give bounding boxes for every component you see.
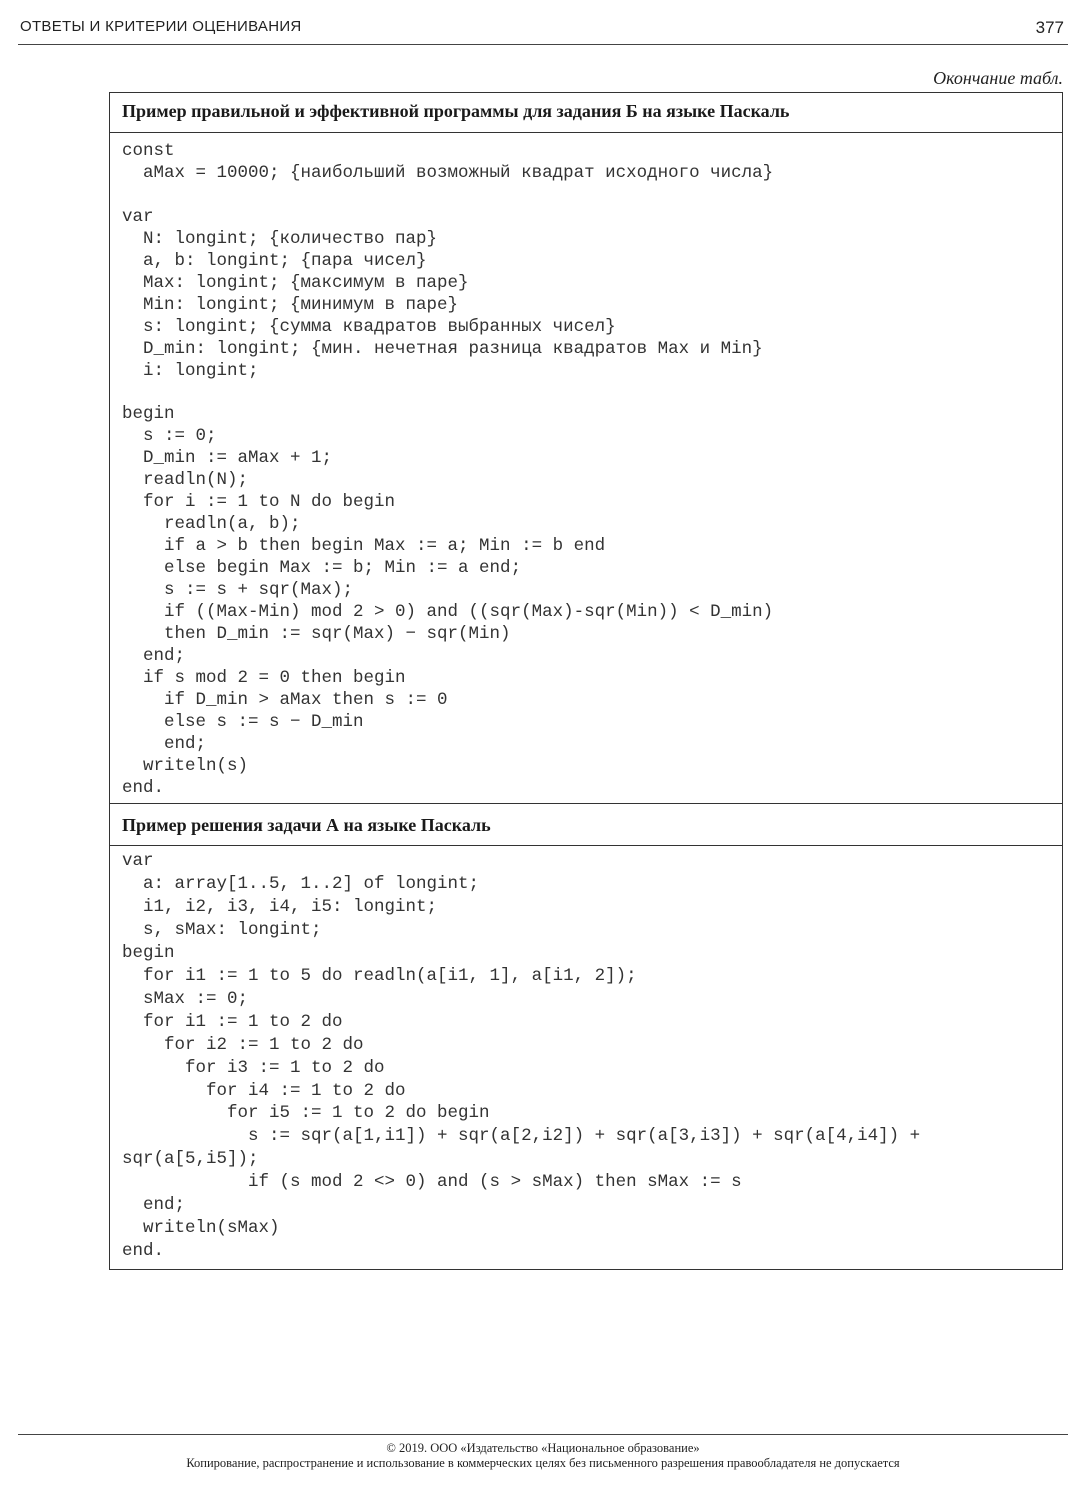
answers-table: [109, 92, 1063, 1270]
page-number: 377: [1035, 18, 1064, 37]
block-a-title: Пример решения задачи А на языке Паскаль: [110, 803, 1062, 846]
page-header: [18, 16, 1068, 45]
block-b-title: Пример правильной и эффективной программы для задания Б на языке Паскаль: [110, 93, 1062, 133]
footer-notice: Копирование, распространение и использование в коммерческих целях без письменного разрешения правообладателя не допускается: [186, 1456, 900, 1470]
footer-copyright: © 2019. ООО «Издательство «Национальное образование»: [386, 1441, 700, 1455]
page-footer: [18, 1434, 1068, 1471]
section-title: ОТВЕТЫ И КРИТЕРИИ ОЦЕНИВАНИЯ: [20, 18, 302, 35]
block-b-code: const aMax = 10000; {наибольший возможный квадрат исходного числа} var N: longint; {количество пар} a, b: longint; {пара чисел} Max: longint; {максимум в паре} Min: longint; {минимум в паре} s: longint; {сумма квадратов выбранных чисел} D_min: longint; {мин. нечетная разница квадратов Max и Min} i: longint; begin s := 0; D_min := aMax + 1; readln(N); for i := 1 to N do begin readln(a, b); if a > b then begin Max := a; Min := b end else begin Max := b; Min := a end; s := s + sqr(Max); if ((Max-Min) mod 2 > 0) and ((sqr(Max)-sqr(Min)) < D_min) then D_min := sqr(Max) − sqr(Min) end; if s mod 2 = 0 then begin if D_min > aMax then s := 0 else s := s − D_min end; writeln(s) end.: [122, 141, 774, 798]
block-a-code: var a: array[1..5, 1..2] of longint; i1, i2, i3, i4, i5: longint; s, sMax: longint; begin for i1 := 1 to 5 do readln(a[i1, 1], a[i1, 2]); sMax := 0; for i1 := 1 to 2 do for i2 := 1 to 2 do for i3 := 1 to 2 do for i4 := 1 to 2 do for i5 := 1 to 2 do begin s := sqr(a[1,i1]) + sqr(a[2,i2]) + sqr(a[3,i3]) + sqr(a[4,i4]) + sqr(a[5,i5]); if (s mod 2 <> 0) and (s > sMax) then sMax := s end; writeln(sMax) end.: [122, 851, 921, 1262]
table-caption: Окончание табл.: [933, 68, 1063, 88]
